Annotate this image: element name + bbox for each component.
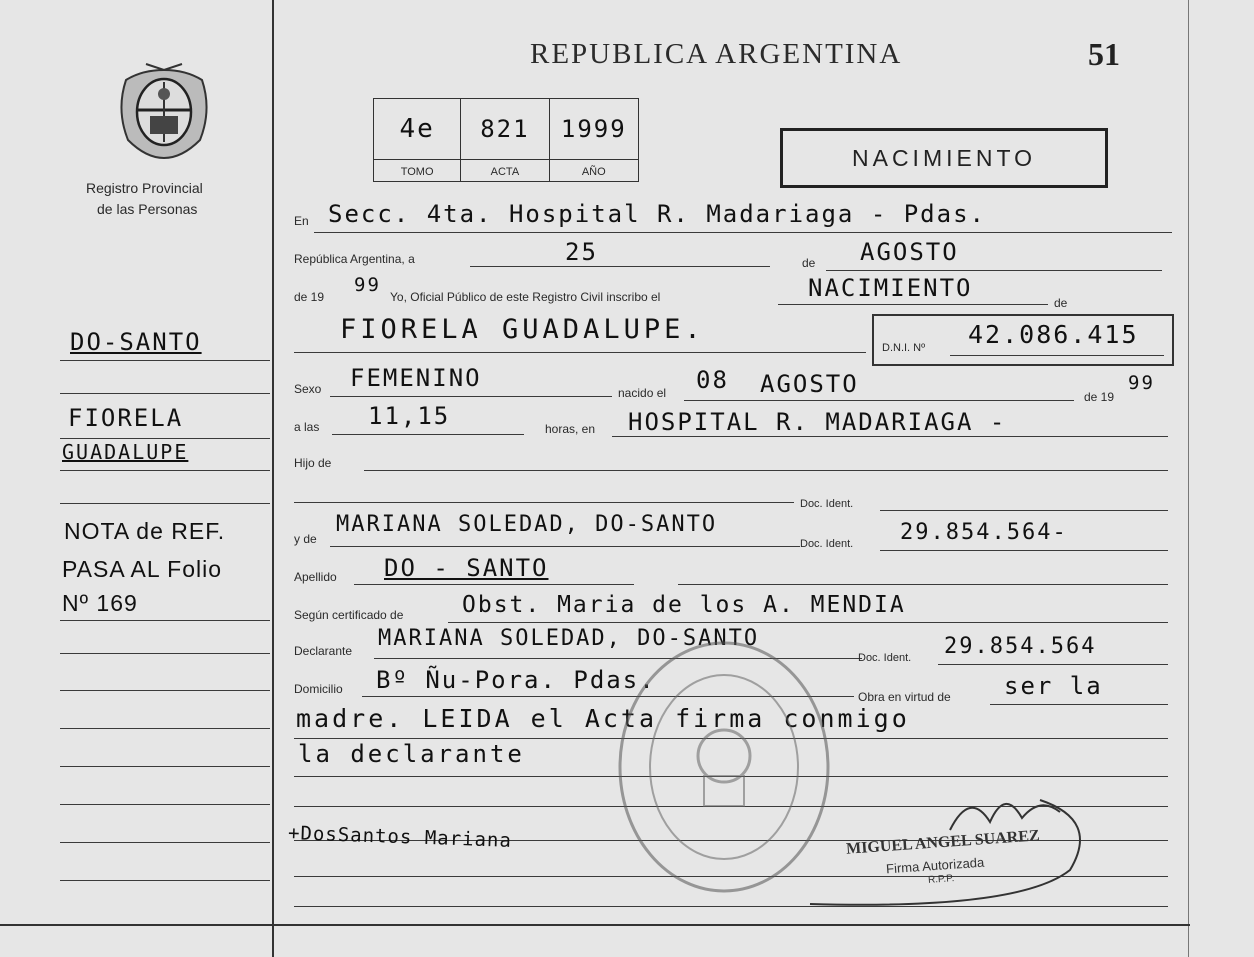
acta-label: ACTA — [490, 165, 520, 178]
margin-line — [60, 438, 270, 439]
margin-line — [60, 470, 270, 471]
father-line — [364, 470, 1168, 471]
country-title: REPUBLICA ARGENTINA — [530, 38, 903, 70]
margin-line — [60, 503, 270, 504]
inscription-line — [778, 304, 1048, 305]
republica-label: República Argentina, a — [294, 252, 415, 266]
mother-value: MARIANA SOLEDAD, DO-SANTO — [336, 512, 718, 537]
month-line — [826, 270, 1162, 271]
margin-line — [60, 766, 270, 767]
hijo-label: Hijo de — [294, 456, 332, 470]
de-label: de — [802, 256, 816, 270]
remarks-value-2: la declarante — [298, 740, 525, 768]
declarante-label: Declarante — [294, 644, 353, 658]
day-value: 25 — [565, 238, 598, 266]
father-doc-line — [880, 510, 1168, 511]
dni-value: 42.086.415 — [968, 320, 1139, 349]
act-type-box — [780, 128, 1108, 188]
tomo-value: 4e — [399, 114, 435, 145]
ano-label: AÑO — [581, 165, 606, 178]
birth-day-value: 08 — [696, 366, 729, 394]
year-prefix-label: de 19 — [294, 290, 325, 304]
mother-doc-line — [880, 550, 1168, 551]
declarant-signature: +DosSantos Mariana — [287, 822, 513, 852]
doc-ident-label-3: Doc. Ident. — [858, 652, 912, 664]
sexo-label: Sexo — [294, 382, 322, 396]
horas-label: horas, en — [545, 422, 596, 436]
place-line — [612, 436, 1168, 437]
apellido-line-2 — [678, 584, 1168, 585]
hour-line — [332, 434, 524, 435]
margin-note-line-1: NOTA de REF. — [64, 518, 226, 544]
margin-line — [60, 880, 270, 881]
declarante-doc-value: 29.854.564 — [944, 634, 1097, 659]
ano-value: 1999 — [560, 115, 627, 144]
dni-label: D.N.I. Nº — [882, 342, 926, 354]
margin-line — [60, 360, 270, 361]
y-de-label: y de — [294, 532, 317, 546]
official-name: MIGUEL ANGEL SUAREZ — [845, 827, 1041, 858]
margin-surname: DO-SANTO — [70, 328, 202, 356]
margin-divider — [272, 0, 274, 957]
margin-given-name-2: GUADALUPE — [62, 440, 189, 464]
dni-line — [950, 355, 1164, 356]
birth-month-value: AGOSTO — [760, 370, 859, 398]
de-label-2: de — [1054, 296, 1068, 310]
doc-ident-label-1: Doc. Ident. — [800, 498, 854, 510]
mother-line — [330, 546, 800, 547]
registry-emblem — [116, 60, 212, 160]
margin-line — [60, 393, 270, 394]
apellido-value: DO - SANTO — [384, 554, 549, 582]
obra-line — [990, 704, 1168, 705]
en-line — [314, 232, 1172, 233]
a-las-label: a las — [294, 420, 320, 434]
apellido-line — [354, 584, 634, 585]
segun-line — [448, 622, 1168, 623]
tomo-label: TOMO — [400, 165, 434, 178]
day-line — [470, 266, 770, 267]
declarante-doc-line — [938, 664, 1168, 665]
registry-line-2: de las Personas — [97, 201, 198, 217]
record-number-box — [373, 98, 639, 182]
acta-value: 821 — [480, 115, 530, 144]
margin-note-line-3: Nº 169 — [62, 590, 138, 616]
margin-note-line-2: PASA AL Folio — [62, 556, 223, 582]
name-value: FIORELA GUADALUPE. — [340, 314, 705, 345]
remarks-value-1: madre. LEIDA el Acta firma conmigo — [296, 704, 910, 733]
act-type-label: NACIMIENTO — [852, 144, 1036, 171]
name-line — [294, 352, 866, 353]
year-suffix-value: 99 — [354, 274, 381, 296]
bottom-border — [0, 924, 1190, 926]
page-number: 51 — [1088, 36, 1120, 72]
registry-line-1: Registro Provincial — [86, 180, 203, 196]
obra-value: ser la — [1004, 672, 1103, 700]
segun-label: Según certificado de — [294, 608, 404, 622]
hour-value: 11,15 — [368, 402, 451, 430]
declarante-value: MARIANA SOLEDAD, DO-SANTO — [378, 626, 760, 651]
margin-line — [60, 620, 270, 621]
obra-label: Obra en virtud de — [858, 690, 951, 704]
birth-year-prefix: de 19 — [1084, 390, 1115, 404]
margin-given-name-1: FIORELA — [68, 404, 184, 432]
official-subtitle: R.P.P. — [927, 873, 955, 886]
birth-year-value: 99 — [1128, 372, 1155, 394]
domicilio-value: Bº Ñu-Pora. Pdas. — [376, 666, 656, 694]
margin-line — [60, 842, 270, 843]
en-label: En — [294, 214, 309, 228]
mother-doc-value: 29.854.564- — [900, 520, 1068, 545]
month-value: AGOSTO — [860, 238, 959, 266]
margin-line — [60, 653, 270, 654]
father-line-2 — [294, 502, 794, 503]
inscription-value: NACIMIENTO — [808, 274, 973, 302]
margin-line — [60, 804, 270, 805]
sexo-value: FEMENINO — [350, 364, 482, 392]
place-value: HOSPITAL R. MADARIAGA - — [628, 408, 1007, 436]
margin-line — [60, 690, 270, 691]
right-page-edge — [1188, 0, 1189, 957]
domicilio-label: Domicilio — [294, 682, 343, 696]
nacido-label: nacido el — [618, 386, 667, 400]
sexo-line — [330, 396, 612, 397]
apellido-label: Apellido — [294, 570, 337, 584]
doc-ident-label-2: Doc. Ident. — [800, 538, 854, 550]
birth-date-line — [684, 400, 1074, 401]
en-value: Secc. 4ta. Hospital R. Madariaga - Pdas. — [328, 200, 986, 228]
margin-line — [60, 728, 270, 729]
oficial-label: Yo, Oficial Público de este Registro Civil inscribo el — [390, 290, 661, 304]
official-title: Firma Autorizada — [885, 854, 985, 877]
segun-value: Obst. Maria de los A. MENDIA — [462, 592, 906, 618]
